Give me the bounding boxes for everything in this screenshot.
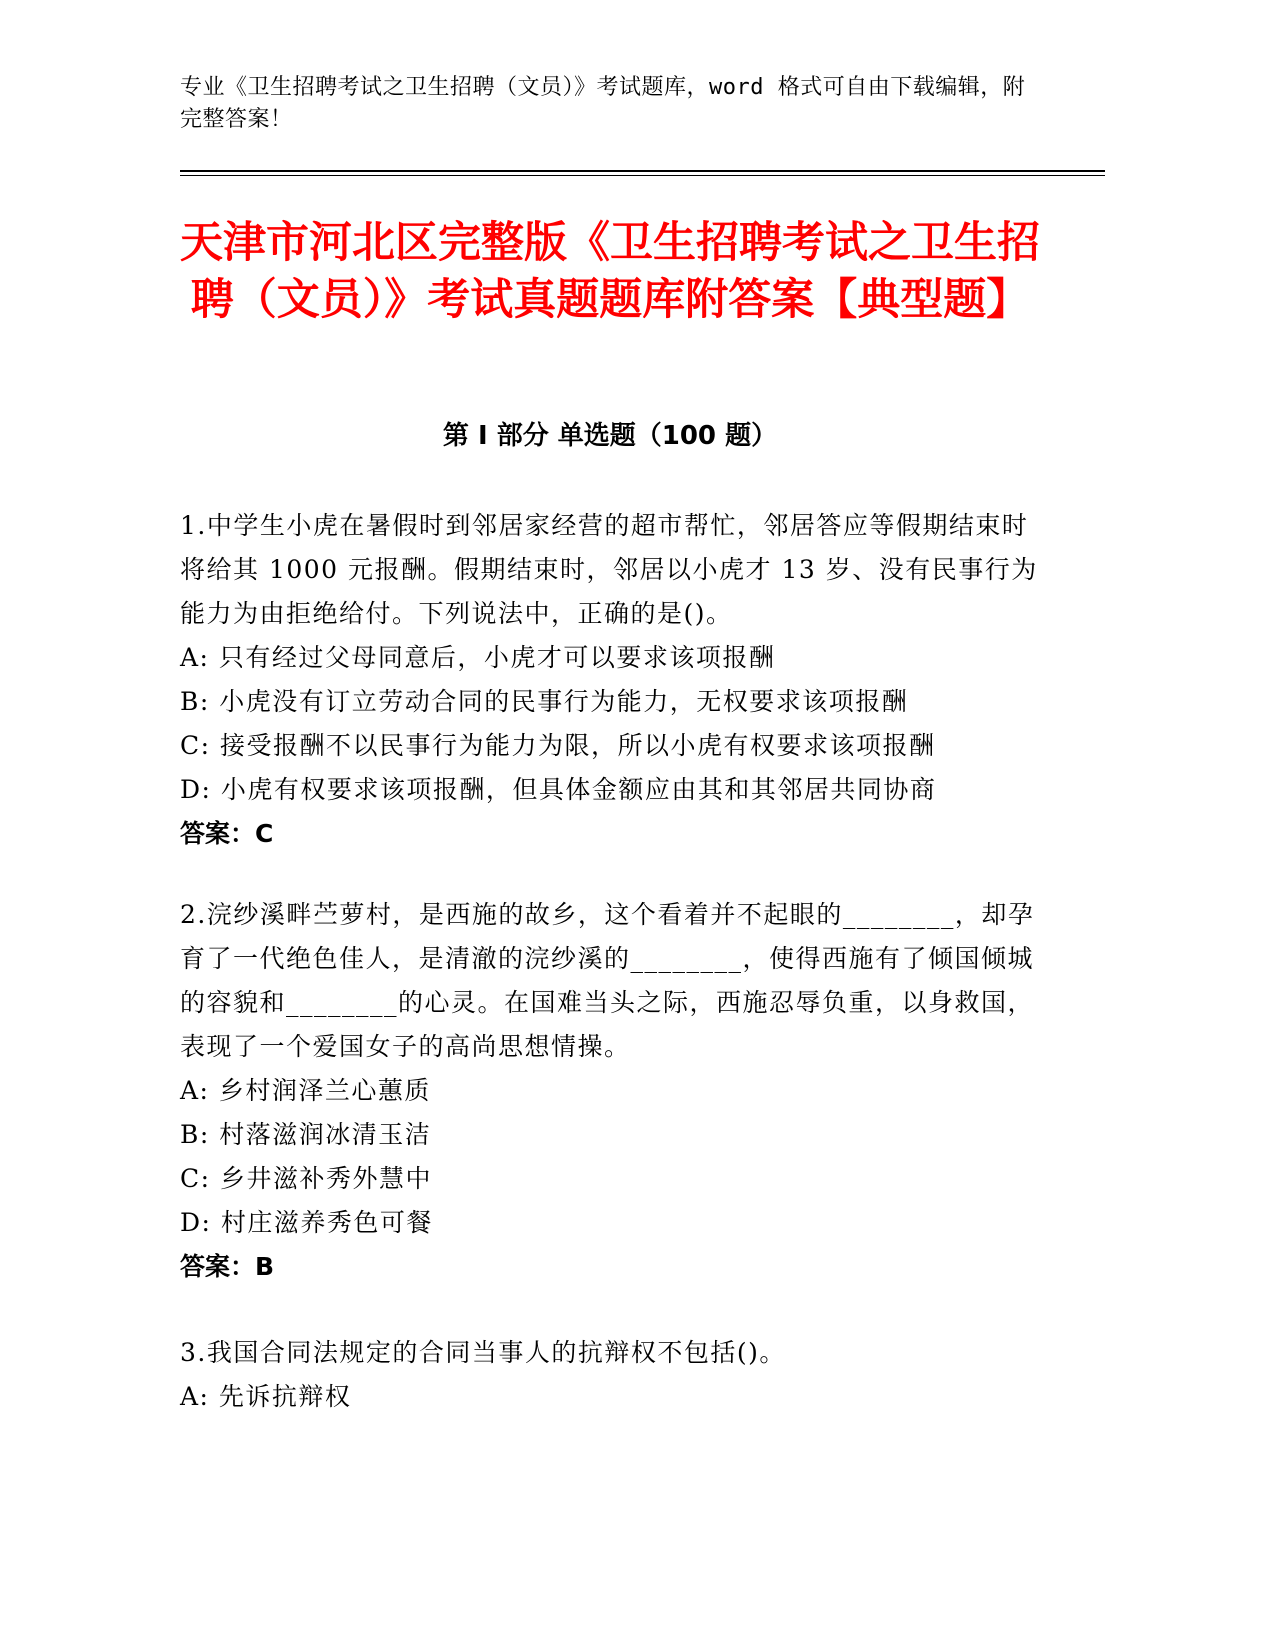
- header-rule-thin: [180, 175, 1105, 176]
- answer-line: 答案：C: [180, 819, 274, 848]
- question-2: [180, 893, 1040, 1289]
- question-stem: 3.我国合同法规定的合同当事人的抗辩权不包括()。: [180, 1338, 786, 1367]
- question-3: [180, 1331, 1040, 1419]
- option-a: A: 只有经过父母同意后，小虎才可以要求该项报酬: [180, 643, 776, 672]
- question-stem: 2.浣纱溪畔苎萝村，是西施的故乡，这个看着并不起眼的________，却孕育了一代绝色佳人，是清澈的浣纱溪的________，使得西施有了倾国倾城的容貌和________的心灵。在国难当头之际，西施忍辱负重，以身救国，表现了一个爱国女子的高尚思想情操。: [180, 900, 1035, 1061]
- option-c: C: 乡井滋补秀外慧中: [180, 1164, 432, 1193]
- section-heading: 第 I 部分 单选题（100 题）: [442, 421, 778, 451]
- option-b: B: 小虎没有订立劳动合同的民事行为能力，无权要求该项报酬: [180, 687, 909, 716]
- option-a: A: 乡村润泽兰心蕙质: [180, 1076, 431, 1105]
- header-rule-thick: [180, 170, 1105, 172]
- option-b: B: 村落滋润冰清玉洁: [180, 1120, 432, 1149]
- document-title: 天津市河北区完整版《卫生招聘考试之卫生招聘（文员）》考试真题题库附答案【典型题】: [180, 218, 1040, 325]
- option-d: D: 小虎有权要求该项报酬，但具体金额应由其和其邻居共同协商: [180, 775, 937, 804]
- answer-line: 答案：B: [180, 1252, 275, 1281]
- question-1: [180, 504, 1040, 856]
- option-a: A: 先诉抗辩权: [180, 1382, 352, 1411]
- option-c: C: 接受报酬不以民事行为能力为限，所以小虎有权要求该项报酬: [180, 731, 936, 760]
- option-d: D: 村庄滋养秀色可餐: [180, 1208, 433, 1237]
- header-note: 专业《卫生招聘考试之卫生招聘（文员）》考试题库，word 格式可自由下载编辑，附完整答案！: [180, 75, 1026, 132]
- question-stem: 1.中学生小虎在暑假时到邻居家经营的超市帮忙，邻居答应等假期结束时将给其 1000 元报酬。假期结束时，邻居以小虎才 13 岁、没有民事行为能力为由拒绝给付。下列说法中，正确的是()。: [180, 511, 1038, 628]
